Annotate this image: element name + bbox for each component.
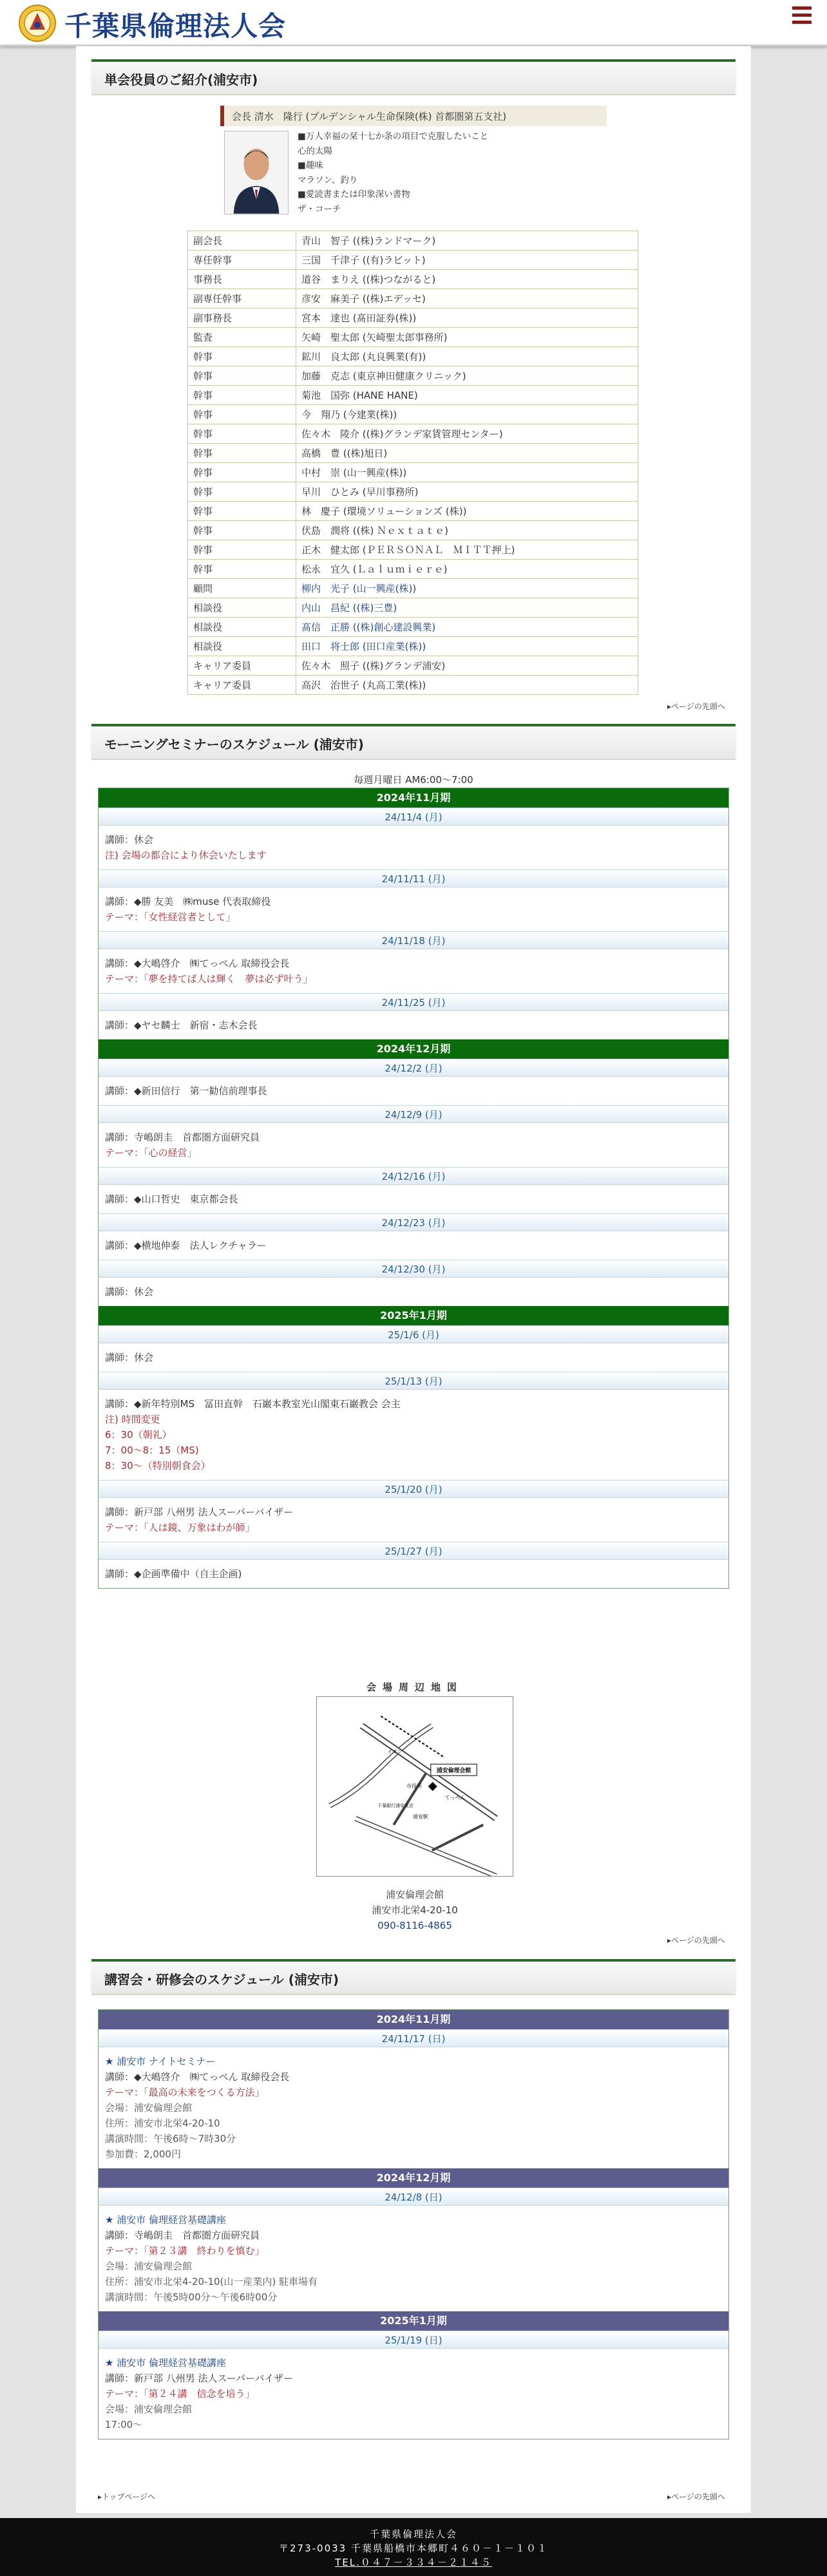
month-header: 2024年11月期 [99, 788, 728, 808]
date-header: 25/1/13 (月) [99, 1372, 728, 1390]
logo-icon[interactable] [18, 4, 57, 43]
officer-role: 副専任幹事 [188, 289, 296, 308]
page-top-label: ページの先頭へ [671, 702, 725, 711]
schedule-entry [99, 1185, 728, 1213]
officer-name: 伏島 潤将 ((株) Ｎｅｘｔａｔｅ) [296, 521, 638, 540]
schedule-entry [99, 1278, 728, 1306]
map-label: てっぺん [444, 1794, 466, 1801]
officer-name: 佐々木 照子 ((株)グランデ浦安) [296, 656, 638, 676]
entry-line: テーマ：「心の経営」 [105, 1147, 197, 1159]
officer-name[interactable]: 柳内 光子 (山一興産(株)) [296, 579, 638, 598]
officer-name: 高橋 豊 ((株)旭日) [296, 444, 638, 463]
schedule-entry [99, 2047, 728, 2168]
schedule-entry [99, 1011, 728, 1039]
page-top-label: ページの先頭へ [671, 1936, 725, 1945]
officer-row [188, 560, 638, 579]
officer-name: 林 慶子 (環境ソリューションズ (株)) [296, 502, 638, 521]
officer-table [187, 231, 638, 695]
map-label: 浦安駅 [413, 1814, 428, 1820]
officer-row [188, 328, 638, 347]
officer-role: 幹事 [188, 405, 296, 424]
date-header: 24/11/11 (月) [99, 869, 728, 887]
officer-role: キャリア委員 [188, 676, 296, 695]
main-content [76, 46, 751, 2513]
entry-line: 講師：◆勝 友美 ㈱muse 代表取締役 [105, 896, 271, 907]
officer-row [188, 463, 638, 482]
schedule-entry [99, 1077, 728, 1105]
entry-line: 会場：浦安倫理会館 [105, 2102, 193, 2114]
month-header: 2024年11月期 [99, 2010, 728, 2029]
schedule-entry [99, 1390, 728, 1480]
entry-line: 講師：寺嶋朗圭 首都圏方面研究員 [105, 1132, 260, 1143]
date-header: 24/11/25 (月) [99, 993, 728, 1011]
map-title: 会場周辺地図 [366, 1681, 463, 1693]
officer-name: 佐々木 陵介 ((株)グランデ家賃管理センター) [296, 424, 638, 444]
entry-line: 17:00〜 [105, 2419, 143, 2430]
date-header: 25/1/27 (月) [99, 1542, 728, 1560]
entry-line: 講師：◆大嶋啓介 ㈱てっぺん 取締役会長 [105, 2071, 290, 2083]
schedule-entry [99, 1343, 728, 1372]
officer-row [188, 444, 638, 463]
entry-line: 講師：◆山口哲史 東京都会長 [105, 1193, 238, 1205]
entry-line: 講師：寺嶋朗圭 首都圏方面研究員 [105, 2230, 260, 2241]
officer-row [188, 386, 638, 405]
entry-line: 講師：新戸部 八州男 法人スーパーバイザー [105, 1506, 294, 1518]
site-footer [0, 2518, 827, 2576]
officer-row [188, 618, 638, 637]
hamburger-menu-icon[interactable] [792, 6, 812, 26]
month-header: 2024年12月期 [99, 1039, 728, 1059]
schedule-entry [99, 1231, 728, 1260]
entry-line: 注) 会場の都合により休会いたします [105, 849, 267, 861]
officer-name: 正木 健太郎 (ＰＥＲＳＯＮＡＬ ＭＩＴＴ押上) [296, 540, 638, 560]
officer-role: 幹事 [188, 386, 296, 405]
footer-address: 〒273-0033 千葉県船橋市本郷町４６０－１－１０１ [279, 2543, 548, 2554]
detail-line: ザ・コーチ [298, 204, 341, 214]
map-label: イオン [387, 1748, 403, 1755]
detail-line: ■愛読書または印象深い書物 [298, 189, 410, 200]
entry-line[interactable]: ★ 浦安市 倫理経営基礎講座 [105, 2214, 226, 2226]
officer-name[interactable]: 田口 将士郎 (田口産業(株)) [296, 637, 638, 656]
entry-line: 講師：◆企画準備中（自主企画) [105, 1568, 242, 1580]
entry-line: 講演時間：午後5時00分〜午後6時00分 [105, 2291, 278, 2303]
officer-row [188, 347, 638, 366]
entry-line[interactable]: ★ 浦安市 ナイトセミナー [105, 2056, 216, 2067]
schedule-entry [99, 949, 728, 993]
entry-line: 会場：浦安倫理会館 [105, 2260, 193, 2272]
officers-section-title: 単会役員のご紹介(浦安市) [91, 59, 736, 93]
entry-line: 講師：◆横地伸泰 法人レクチャラー [105, 1240, 267, 1251]
entry-line: 講師：新戸部 八州男 法人スーパーバイザー [105, 2372, 294, 2384]
officer-row [188, 598, 638, 618]
date-header: 25/1/19 (日) [99, 2331, 728, 2349]
officer-role: 幹事 [188, 463, 296, 482]
officer-role: 専任幹事 [188, 251, 296, 270]
detail-line: マラソン、釣り [298, 175, 358, 185]
page-top-link[interactable]: ▸ページの先頭へ [667, 1936, 725, 1945]
morning-section-title: モーニングセミナーのスケジュール (浦安市) [91, 724, 736, 757]
date-header: 24/12/8 (日) [99, 2188, 728, 2206]
venue-map [316, 1696, 513, 1877]
morning-schedule [98, 788, 729, 1589]
month-header: 2024年12月期 [99, 2168, 728, 2188]
officer-row [188, 482, 638, 502]
officer-row [188, 366, 638, 386]
officer-role: 副会長 [188, 231, 296, 251]
officer-row [188, 540, 638, 560]
page-top-link[interactable]: ▸ページの先頭へ [667, 2492, 725, 2501]
top-page-label: トップページへ [102, 2492, 155, 2501]
date-header: 24/11/18 (月) [99, 931, 728, 949]
officer-row [188, 502, 638, 521]
officer-role: 副事務長 [188, 308, 296, 328]
date-header: 24/11/17 (日) [99, 2029, 728, 2047]
date-header: 24/12/30 (月) [99, 1260, 728, 1278]
detail-line: ■万人幸福の栞十七か条の項目で克服したいこと [298, 131, 489, 142]
venue-name: 浦安倫理会館 [385, 1889, 444, 1900]
officer-role: 幹事 [188, 502, 296, 521]
officer-row [188, 270, 638, 289]
entry-line: 住所：浦安市北栄4-20-10(山一産業内) 駐車場有 [105, 2276, 318, 2287]
officer-name: 今 翔乃 (今建業(株)) [296, 405, 638, 424]
month-header: 2025年1月期 [99, 1306, 728, 1325]
entry-line[interactable]: ★ 浦安市 倫理経営基礎講座 [105, 2357, 226, 2369]
entry-line: テーマ：「人は鏡、万象はわが師」 [105, 1522, 255, 1533]
entry-line: 講師：休会 [105, 834, 154, 846]
venue-address: 浦安市北栄4-20-10 [372, 1904, 458, 1916]
entry-line: 会場：浦安倫理会館 [105, 2403, 193, 2415]
officer-role: 監査 [188, 328, 296, 347]
site-title[interactable]: 千葉県倫理法人会 [64, 10, 287, 42]
officer-name: 宮本 達也 (髙田証券(株)) [296, 308, 638, 328]
officer-row [188, 405, 638, 424]
officer-role: キャリア委員 [188, 656, 296, 676]
officer-role: 顧問 [188, 579, 296, 598]
month-header: 2025年1月期 [99, 2311, 728, 2331]
footer-name: 千葉県倫理法人会 [369, 2528, 457, 2540]
officer-row [188, 579, 638, 598]
date-header: 24/12/23 (月) [99, 1213, 728, 1231]
entry-line: 講師：◆ヤセ麟士 新宿・志木会長 [105, 1019, 258, 1031]
officer-row [188, 424, 638, 444]
officer-role: 相談役 [188, 618, 296, 637]
map-venue-label: 浦安倫理会館 [436, 1768, 471, 1775]
officer-row [188, 231, 638, 251]
officer-role: 事務長 [188, 270, 296, 289]
entry-line: 講師：◆大嶋啓介 ㈱てっぺん 取締役会長 [105, 958, 290, 969]
officer-row [188, 289, 638, 308]
officer-name: 早川 ひとみ (早川事務所) [296, 482, 638, 502]
officer-name: 道谷 まりえ ((株)つながると) [296, 270, 638, 289]
seminar-section-title: 講習会・研修会のスケジュール (浦安市) [91, 1959, 736, 1993]
date-header: 24/12/2 (月) [99, 1059, 728, 1077]
officer-row [188, 251, 638, 270]
officer-name: 鉱川 良太郎 (丸良興業(有)) [296, 347, 638, 366]
officer-name: 青山 智子 ((株)ランドマーク) [296, 231, 638, 251]
page-top-link[interactable]: ▸ページの先頭へ [667, 702, 725, 711]
chair-detail [298, 129, 488, 216]
entry-line: 講師：◆新田信行 第一勧信前理事長 [105, 1085, 267, 1097]
detail-line: ■趣味 [298, 160, 323, 171]
officer-role: 幹事 [188, 521, 296, 540]
entry-line: 注) 時間変更 [105, 1414, 160, 1425]
officer-role: 相談役 [188, 637, 296, 656]
officer-role: 幹事 [188, 540, 296, 560]
map-label: 千葉銀行浦安支店 [377, 1803, 414, 1808]
page-top-label: ページの先頭へ [671, 2492, 725, 2501]
officer-name[interactable]: 髙信 正勝 ((株)創心建設興業) [296, 618, 638, 637]
officer-name: 三国 千津子 ((有)ラビット) [296, 251, 638, 270]
officer-role: 幹事 [188, 424, 296, 444]
schedule-entry [99, 1498, 728, 1542]
venue-info [316, 1887, 513, 1933]
date-header: 25/1/20 (月) [99, 1480, 728, 1498]
entry-line: テーマ：「最高の未来をつくる方法」 [105, 2087, 265, 2098]
officer-name: 矢崎 聖太郎 (矢崎聖太郎事務所) [296, 328, 638, 347]
officer-row [188, 637, 638, 656]
schedule-entry [99, 1560, 728, 1588]
officer-role: 幹事 [188, 560, 296, 579]
officer-role: 相談役 [188, 598, 296, 618]
officer-row [188, 656, 638, 676]
entry-line: 8：30〜（特別朝食会） [105, 1460, 211, 1472]
officer-name: 松永 宜久 (Ｌａｌｕｍｉｅｒｅ) [296, 560, 638, 579]
seminar-schedule [98, 2009, 729, 2439]
entry-line: テーマ：「夢を持てば人は輝く 夢は必ず叶う」 [105, 973, 313, 985]
entry-line: 参加費：2,000円 [105, 2148, 181, 2160]
officer-name: 中村 崇 (山一興産(株)) [296, 463, 638, 482]
date-header: 24/12/16 (月) [99, 1167, 728, 1185]
map-label: 市役所 [406, 1783, 422, 1789]
officer-role: 幹事 [188, 482, 296, 502]
officer-role: 幹事 [188, 347, 296, 366]
footer-tel[interactable]: TEL.０４７－３３４－２１４５ [335, 2557, 492, 2568]
entry-line: 7：00〜8：15（MS) [105, 1444, 199, 1456]
date-header: 24/12/9 (月) [99, 1105, 728, 1123]
officer-name[interactable]: 内山 昌紀 ((株)三豊) [296, 598, 638, 618]
venue-phone[interactable]: 090-8116-4865 [377, 1920, 452, 1931]
entry-line: 講師：◆新年特別MS 冨田直幹 石巌本教室光山閣東石巌教会 会主 [105, 1398, 401, 1410]
detail-line: 心的太陽 [298, 146, 332, 156]
entry-line: 講師：休会 [105, 1286, 154, 1298]
date-header: 25/1/6 (月) [99, 1325, 728, 1343]
officer-name: 高沢 治世子 (丸高工業(株)) [296, 676, 638, 695]
officer-name: 加藤 克志 (東京神田健康クリニック) [296, 366, 638, 386]
officer-name: 菊池 国弥 (HANE HANE) [296, 386, 638, 405]
schedule-entry [99, 826, 728, 869]
entry-line: 講演時間：午後6時〜7時30分 [105, 2133, 236, 2145]
entry-line: テーマ：「第２４講 信念を培う」 [105, 2388, 255, 2400]
schedule-entry [99, 1123, 728, 1167]
officer-role: 幹事 [188, 444, 296, 463]
officer-row [188, 521, 638, 540]
site-header [0, 0, 827, 46]
chair-banner: 会長 清水 隆行 (プルデンシャル生命保険(株) 首都圏第五支社) [220, 106, 607, 126]
officer-name: 彦安 麻美子 ((株)エデッセ) [296, 289, 638, 308]
schedule-entry [99, 2206, 728, 2311]
officer-row [188, 308, 638, 328]
entry-line: 講師：休会 [105, 1352, 154, 1363]
officer-role: 幹事 [188, 366, 296, 386]
entry-line: 住所：浦安市北栄4-20-10 [105, 2117, 220, 2129]
schedule-entry [99, 2349, 728, 2439]
officer-row [188, 676, 638, 695]
entry-line: テーマ：「女性経営者として」 [105, 911, 236, 923]
top-page-link[interactable]: ▸トップページへ [98, 2492, 155, 2501]
morning-subtitle: 毎週月曜日 AM6:00〜7:00 [354, 774, 473, 786]
schedule-entry [99, 887, 728, 931]
chair-photo [224, 131, 289, 214]
entry-line: テーマ：「第２３講 終わりを慎む」 [105, 2245, 265, 2257]
entry-line: 6：30（朝礼） [105, 1429, 172, 1441]
date-header: 24/11/4 (月) [99, 808, 728, 826]
